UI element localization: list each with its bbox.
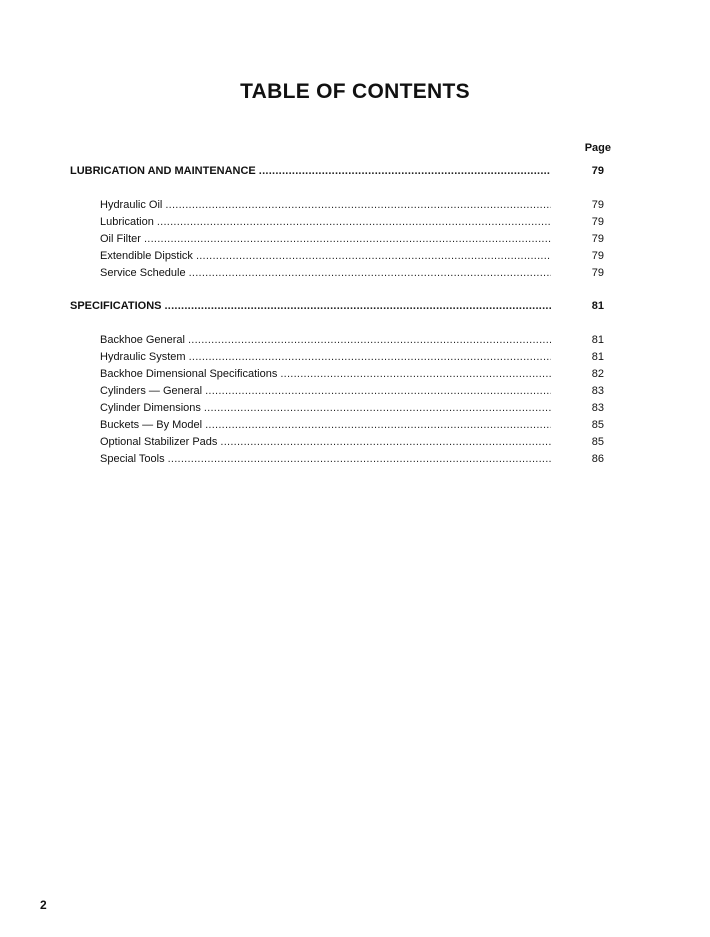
toc-entry[interactable]	[100, 436, 604, 452]
toc-page-number: 79	[591, 233, 604, 245]
toc-page-number: 79	[591, 165, 604, 177]
toc-entry-label: Optional Stabilizer Pads	[100, 436, 218, 448]
dot-leader	[164, 300, 551, 312]
dot-leader	[189, 351, 551, 363]
toc-entry-label: Backhoe Dimensional Specifications	[100, 368, 278, 380]
dot-leader	[196, 250, 551, 262]
toc-entry[interactable]	[100, 250, 604, 266]
toc-page-number: 83	[591, 385, 604, 397]
toc-page-number: 82	[591, 368, 604, 380]
toc-entry[interactable]	[100, 199, 604, 215]
toc-page-number: 86	[591, 453, 604, 465]
toc-page-number: 81	[591, 334, 604, 346]
toc-entry-label: Service Schedule	[100, 267, 186, 279]
toc-page-number: 79	[591, 199, 604, 211]
dot-leader	[157, 216, 551, 228]
toc-entry-label: Hydraulic Oil	[100, 199, 163, 211]
toc-entry-label: Extendible Dipstick	[100, 250, 193, 262]
toc-entry-label: Cylinders — General	[100, 385, 203, 397]
dot-leader	[280, 368, 551, 380]
dot-leader	[205, 385, 551, 397]
toc-entry[interactable]	[100, 334, 604, 350]
toc-page-number: 83	[591, 402, 604, 414]
toc-page-number: 79	[591, 216, 604, 228]
toc-entry[interactable]	[100, 402, 604, 418]
footer-page-number: 2	[40, 898, 47, 912]
toc-page-number: 79	[591, 267, 604, 279]
toc-section-lubrication[interactable]	[70, 165, 604, 181]
toc-entry[interactable]	[100, 233, 604, 249]
toc-section-heading: LUBRICATION AND MAINTENANCE	[70, 165, 256, 177]
dot-leader	[220, 436, 551, 448]
toc-entry-label: Cylinder Dimensions	[100, 402, 201, 414]
dot-leader	[205, 419, 551, 431]
dot-leader	[144, 233, 551, 245]
toc-page-number: 79	[591, 250, 604, 262]
dot-leader	[259, 165, 551, 177]
toc-section-specifications[interactable]	[70, 300, 604, 316]
toc-page-number: 81	[591, 300, 604, 312]
toc-entry[interactable]	[100, 385, 604, 401]
toc-page-number: 85	[591, 419, 604, 431]
toc-entry[interactable]	[100, 419, 604, 435]
dot-leader	[168, 453, 551, 465]
toc-entry-label: Buckets — By Model	[100, 419, 203, 431]
toc-entry-label: Backhoe General	[100, 334, 185, 346]
toc-page-number: 85	[591, 436, 604, 448]
toc-entry-label: Special Tools	[100, 453, 165, 465]
toc-entry[interactable]	[100, 368, 604, 384]
toc-entry[interactable]	[100, 216, 604, 232]
dot-leader	[189, 267, 551, 279]
toc-page-number: 81	[591, 351, 604, 363]
toc-entry[interactable]	[100, 267, 604, 283]
document-title: TABLE OF CONTENTS	[240, 80, 470, 103]
toc-entry[interactable]	[100, 351, 604, 367]
toc-entry-label: Oil Filter	[100, 233, 141, 245]
toc-entry-label: Lubrication	[100, 216, 154, 228]
page-column-header: Page	[584, 142, 611, 154]
toc-entry[interactable]	[100, 453, 604, 469]
dot-leader	[204, 402, 551, 414]
dot-leader	[188, 334, 551, 346]
toc-entry-label: Hydraulic System	[100, 351, 186, 363]
toc-section-heading: SPECIFICATIONS	[70, 300, 162, 312]
dot-leader	[165, 199, 551, 211]
